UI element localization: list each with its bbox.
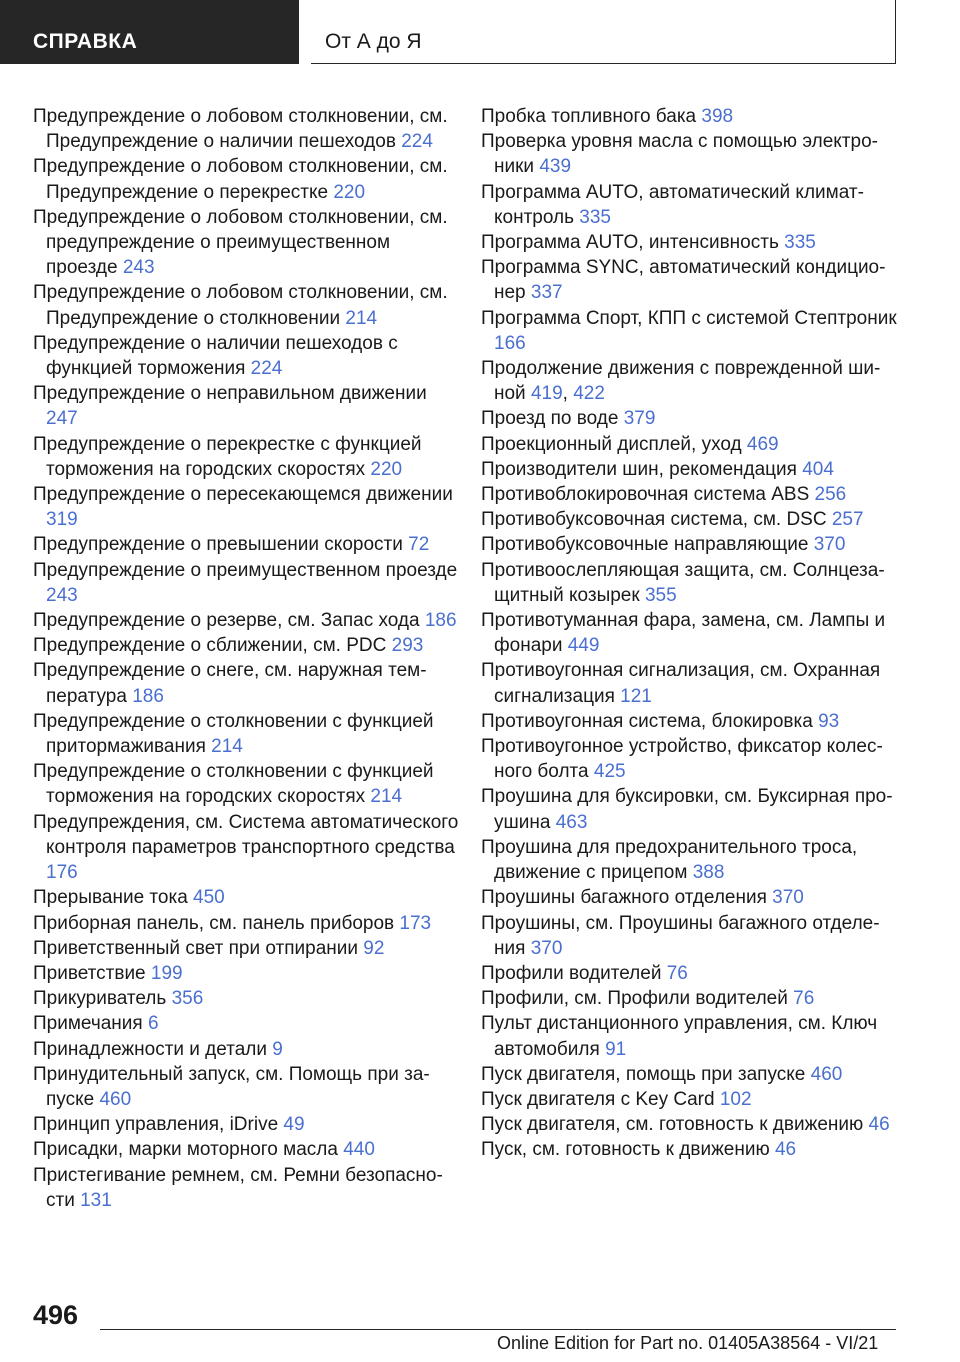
index-column-right	[481, 104, 901, 1163]
index-entry-text: Пуск двигателя, помощь при запуске	[481, 1063, 806, 1085]
page-link[interactable]: 425	[593, 761, 626, 783]
index-entry-text: Проушина для буксировки, см. Буксирная проушина	[481, 786, 893, 833]
index-entry	[481, 482, 901, 507]
page-link[interactable]: 463	[555, 811, 588, 833]
index-entry	[481, 180, 901, 230]
index-entry-text: Программа AUTO, интенсивность	[481, 232, 779, 254]
page-link[interactable]: 422	[573, 383, 605, 405]
index-entry-text: Присадки, марки моторного масла	[33, 1139, 338, 1161]
page-link[interactable]: 293	[391, 635, 424, 657]
index-entry-text: Пробка топливного бака	[481, 106, 697, 127]
page-link[interactable]: 214	[211, 736, 243, 758]
index-entry	[33, 154, 463, 204]
index-entry-text: Прерывание тока	[33, 887, 188, 909]
index-entry-text: Проушины багажного отделения	[481, 887, 767, 909]
index-entry: Продолжение движения с поврежденной шиной 419, 422	[481, 358, 881, 405]
index-entry-text: Предупреждение о преимущественном проезде	[33, 559, 458, 581]
index-entry	[481, 658, 901, 708]
page-link[interactable]: 247	[46, 408, 78, 430]
page-link[interactable]: 199	[150, 962, 183, 984]
index-entry-text: Предупреждение о резерве, см. Запас хода	[33, 610, 420, 632]
index-entry-text: Проекционный дисплей, уход	[481, 433, 742, 455]
index-entry	[33, 608, 463, 633]
page-link[interactable]: 450	[193, 887, 225, 909]
index-entry-text: Примечания	[33, 1013, 143, 1035]
index-entry-text: Пуск двигателя, см. готовность к движению	[481, 1114, 864, 1136]
page-link[interactable]: 6	[147, 1013, 159, 1035]
index-entry-text: Предупреждение о превышении скорости	[33, 534, 403, 556]
index-entry	[33, 709, 463, 759]
index-entry	[481, 961, 901, 986]
index-entry-text: Прикуриватель	[33, 988, 167, 1010]
page-link[interactable]: 166	[494, 332, 526, 354]
page-link[interactable]: 356	[171, 988, 204, 1010]
index-entry	[481, 255, 901, 305]
page-link[interactable]: 388	[692, 862, 725, 884]
index-entry-text: Производители шин, рекомендация	[481, 458, 797, 480]
edition-note: Online Edition for Part no. 01405A38564 - VI/21	[497, 1333, 879, 1353]
index-entry	[33, 381, 463, 431]
index-entry-text: Проушины, см. Проушины багажного отделения	[481, 912, 880, 959]
index-entry	[33, 961, 463, 986]
page-link[interactable]: 224	[401, 131, 433, 153]
index-entry-text: Противоугонная сигнализация, см. Охранная сигнализация	[481, 660, 881, 707]
page-link[interactable]: 257	[831, 509, 864, 531]
page-link[interactable]: 220	[333, 181, 366, 203]
index-entry	[481, 1062, 901, 1087]
index-entry	[33, 633, 463, 658]
page-link[interactable]: 214	[345, 307, 378, 329]
page-link[interactable]: 449	[567, 635, 600, 657]
index-entry	[33, 558, 463, 608]
page-link[interactable]: 460	[810, 1063, 843, 1085]
index-entry-text: Предупреждение о снеге, см. наружная температура	[33, 660, 427, 707]
index-entry	[481, 1011, 901, 1061]
index-entry	[33, 1011, 463, 1036]
index-entry	[33, 331, 463, 381]
index-entry-text: Проезд по воде	[481, 408, 619, 430]
index-entry-text: Предупреждение о столкновении с функцией торможения на городских скоростях	[33, 761, 434, 808]
page-link[interactable]: 370	[772, 887, 804, 909]
index-entry	[33, 104, 463, 154]
page-link[interactable]: 469	[746, 433, 779, 455]
page-link[interactable]: 398	[701, 106, 734, 127]
page-link[interactable]: 93	[818, 710, 840, 732]
index-entry	[33, 885, 463, 910]
index-entry-text: Противоугонное устройство, фиксатор колесного болта	[481, 736, 883, 783]
index-entry-text: Проушина для предохранительного троса, движение с прицепом	[481, 836, 858, 884]
page-number: 496	[33, 1300, 79, 1330]
page-link[interactable]: 72	[408, 534, 430, 556]
footer-divider	[100, 1329, 896, 1330]
index-entry-text: Противобуксовочные направляющие	[481, 534, 809, 556]
page-link[interactable]: 76	[666, 962, 688, 984]
index-entry	[481, 784, 901, 834]
page-link[interactable]: 256	[814, 484, 847, 506]
index-entry	[33, 1112, 463, 1137]
index-entry-text: Предупреждение о пересекающемся движении	[33, 484, 453, 506]
index-entry	[481, 911, 901, 961]
index-entry-text: Предупреждение о перекрестке с функцией торможения на городских скоростях	[33, 433, 422, 480]
subsection-title: От А до Я	[311, 0, 896, 64]
index-entry-text: Пристегивание ремнем, см. Ремни безопасности	[33, 1164, 443, 1211]
index-entry	[481, 432, 901, 457]
index-entry	[33, 1163, 463, 1213]
page-link[interactable]: 186	[424, 610, 457, 632]
index-entry-text: Предупреждение о наличии пешеходов с функцией торможения	[33, 332, 398, 380]
page-link[interactable]: 355	[644, 584, 677, 606]
index-entry	[33, 432, 463, 482]
page-link[interactable]: 460	[99, 1088, 132, 1110]
index-entry	[33, 658, 463, 708]
index-entry	[481, 104, 901, 129]
index-entry	[33, 1062, 463, 1112]
index-entry	[481, 558, 901, 608]
page-link[interactable]: 76	[793, 988, 815, 1010]
page-link[interactable]: 214	[370, 786, 403, 808]
index-entry-text: Программа Спорт, КПП с системой Стептроник	[481, 307, 897, 329]
page-link[interactable]: 46	[868, 1114, 890, 1136]
index-entry-text: Приборная панель, см. панель приборов	[33, 912, 395, 934]
page-link[interactable]: 91	[605, 1038, 627, 1060]
index-entry-text: Противоугонная система, блокировка	[481, 710, 813, 732]
page-link[interactable]: 419	[530, 383, 563, 405]
index-entry	[481, 457, 901, 482]
page-link[interactable]: 337	[530, 282, 563, 304]
index-entry	[33, 280, 463, 330]
index-entry	[481, 507, 901, 532]
page-link[interactable]: 46	[774, 1139, 797, 1161]
index-entry	[481, 986, 901, 1011]
page-link[interactable]: 121	[620, 685, 652, 707]
index-entry	[33, 532, 463, 557]
index-entry	[481, 306, 901, 356]
index-entry-text: Предупреждение о лобовом столкновении, см. Предупреждение о столкновении	[33, 282, 448, 329]
index-entry-text: Проверка уровня масла с помощью электроники	[481, 131, 878, 178]
index-entry	[481, 1137, 901, 1162]
page-link[interactable]: 49	[283, 1114, 305, 1136]
page-link[interactable]: 243	[122, 257, 155, 279]
index-entry-text: Пульт дистанционного управления, см. Ключ автомобиля	[481, 1013, 878, 1060]
index-entry	[481, 734, 901, 784]
page-link[interactable]: 319	[46, 509, 78, 531]
page-link[interactable]: 370	[813, 534, 846, 556]
index-entry-text: Принцип управления, iDrive	[33, 1114, 279, 1136]
index-entry-text: Предупреждение о лобовом столкновении, см. Предупреждение о перекрестке	[33, 156, 448, 203]
index-entry-text: Приветственный свет при отпирании	[33, 937, 358, 959]
index-entry-text: Противоослепляющая защита, см. Солнцезащитный козырек	[481, 559, 885, 606]
index-entry-text: Пуск, см. готовность к движению	[481, 1139, 770, 1161]
page-link[interactable]: 243	[46, 584, 78, 606]
index-entry	[33, 911, 463, 936]
index-entry-text: Предупреждение о неправильном движении	[33, 383, 427, 405]
page-link[interactable]: 335	[784, 232, 816, 254]
index-entry	[33, 986, 463, 1011]
index-entry-text: Предупреждение о лобовом столкновении, см. предупреждение о преимущественном проезде	[33, 206, 448, 279]
index-entry-text: Предупреждение о сближении, см. PDC	[33, 635, 387, 657]
index-entry-text: Противобуксовочная система, см. DSC	[481, 509, 827, 531]
index-entry-text: Продолжение движения с поврежденной шиной	[481, 358, 881, 405]
page-link[interactable]: 176	[46, 862, 78, 884]
page-link[interactable]: 404	[802, 458, 834, 480]
index-column-left	[33, 104, 463, 1213]
page-link[interactable]: 220	[370, 458, 403, 480]
index-entry-text: Противоблокировочная система ABS	[481, 484, 810, 506]
index-entry	[33, 482, 463, 532]
index-entry	[33, 1037, 463, 1062]
page-link[interactable]: 335	[579, 206, 611, 228]
index-entry-text: Предупреждение о столкновении с функцией притормаживания	[33, 710, 434, 758]
index-entry	[33, 759, 463, 809]
index-entry-text: Принудительный запуск, см. Помощь при запуске	[33, 1063, 430, 1110]
page-link[interactable]: 186	[132, 685, 164, 707]
index-entry	[33, 810, 463, 886]
index-entry	[481, 406, 901, 431]
page-link[interactable]: 9	[272, 1038, 283, 1060]
index-entry	[481, 230, 901, 255]
page-link[interactable]: 370	[530, 937, 563, 959]
index-entry	[481, 129, 901, 179]
index-entry-text: Программа AUTO, автоматический климат-контроль	[481, 181, 864, 228]
section-tab[interactable]: СПРАВКА	[0, 0, 299, 64]
index-entry	[33, 1137, 463, 1162]
page-link[interactable]: 439	[539, 156, 572, 178]
index-entry-text: Профили, см. Профили водителей	[481, 988, 788, 1010]
index-entry	[481, 608, 901, 658]
index-entry-text: Профили водителей	[481, 962, 662, 984]
index-entry	[33, 205, 463, 281]
index-entry	[33, 936, 463, 961]
index-entry	[481, 709, 901, 734]
page-link[interactable]: 102	[719, 1088, 752, 1110]
page-link[interactable]: 224	[250, 358, 283, 380]
index-entry-text: Противотуманная фара, замена, см. Лампы и фонари	[481, 610, 886, 657]
page-link[interactable]: 131	[80, 1189, 112, 1211]
index-entry-text: Предупреждения, см. Система автоматического контроля параметров транспортного средства	[33, 811, 459, 858]
index-entry	[481, 885, 901, 910]
page-link[interactable]: 92	[363, 937, 385, 959]
index-entry	[481, 532, 901, 557]
page-link[interactable]: 379	[623, 408, 656, 430]
page-link[interactable]: 173	[399, 912, 432, 934]
index-entry-text: Приветствие	[33, 962, 146, 984]
index-entry	[481, 1112, 901, 1137]
index-entry-text: Программа SYNC, автоматический кондиционер	[481, 257, 886, 304]
index-entry	[481, 1087, 901, 1112]
page-link[interactable]: 440	[343, 1139, 375, 1161]
index-entry	[481, 835, 901, 885]
index-entry-text: Предупреждение о лобовом столкновении, см. Предупреждение о наличии пешеходов	[33, 106, 448, 153]
index-entry-text: Пуск двигателя с Key Card	[481, 1088, 715, 1110]
index-entry-text: Принадлежности и детали	[33, 1038, 267, 1060]
